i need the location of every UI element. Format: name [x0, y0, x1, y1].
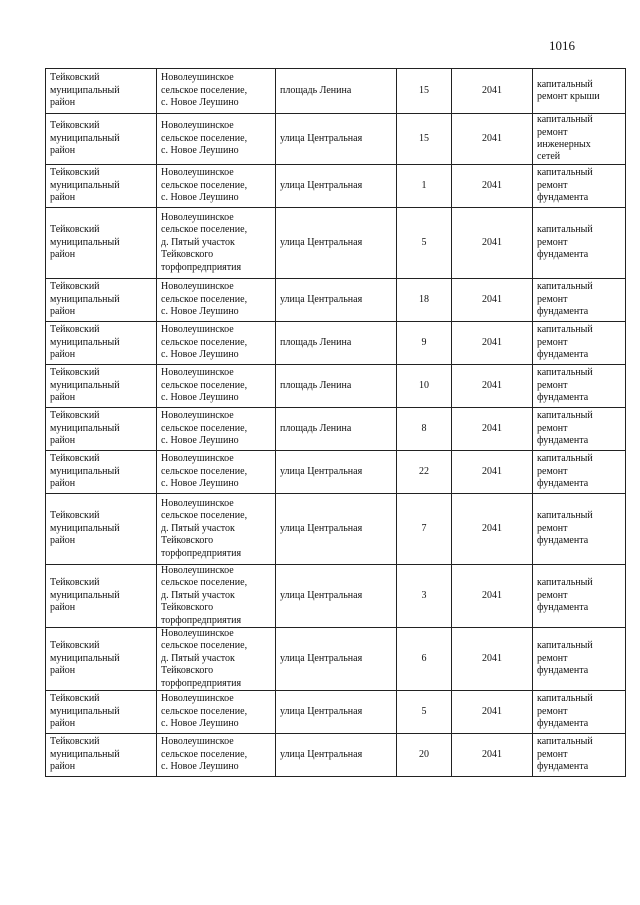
street-cell: площадь Ленина — [276, 69, 397, 114]
house-number-cell: 20 — [397, 734, 452, 777]
district-cell: Тейковский муниципальный район — [46, 494, 157, 565]
work-type-cell: капитальный ремонт фундамента — [533, 565, 626, 628]
house-number-cell: 10 — [397, 365, 452, 408]
year-cell: 2041 — [452, 165, 533, 208]
street-cell: улица Центральная — [276, 451, 397, 494]
table-row — [46, 69, 626, 114]
street-cell: улица Центральная — [276, 494, 397, 565]
table-row — [46, 494, 626, 565]
district-cell: Тейковский муниципальный район — [46, 69, 157, 114]
house-number-cell: 15 — [397, 69, 452, 114]
street-cell: улица Центральная — [276, 279, 397, 322]
table-row — [46, 451, 626, 494]
table-row — [46, 691, 626, 734]
work-type-cell: капитальный ремонт крыши — [533, 69, 626, 114]
house-number-cell: 18 — [397, 279, 452, 322]
settlement-cell: Новолеушинское сельское поселение, с. Новое Леушино — [157, 365, 276, 408]
district-cell: Тейковский муниципальный район — [46, 322, 157, 365]
work-type-cell: капитальный ремонт фундамента — [533, 365, 626, 408]
year-cell: 2041 — [452, 628, 533, 691]
work-type-cell: капитальный ремонт фундамента — [533, 208, 626, 279]
page-number: 1016 — [549, 38, 575, 53]
settlement-cell: Новолеушинское сельское поселение, с. Новое Леушино — [157, 451, 276, 494]
street-cell: улица Центральная — [276, 691, 397, 734]
year-cell: 2041 — [452, 365, 533, 408]
settlement-cell: Новолеушинское сельское поселение, с. Новое Леушино — [157, 279, 276, 322]
work-type-cell: капитальный ремонт инженерных сетей — [533, 114, 626, 165]
district-cell: Тейковский муниципальный район — [46, 279, 157, 322]
year-cell: 2041 — [452, 114, 533, 165]
house-number-cell: 7 — [397, 494, 452, 565]
work-type-cell: капитальный ремонт фундамента — [533, 628, 626, 691]
house-number-cell: 3 — [397, 565, 452, 628]
street-cell: площадь Ленина — [276, 408, 397, 451]
street-cell: площадь Ленина — [276, 322, 397, 365]
house-number-cell: 22 — [397, 451, 452, 494]
settlement-cell: Новолеушинское сельское поселение, с. Новое Леушино — [157, 408, 276, 451]
district-cell: Тейковский муниципальный район — [46, 628, 157, 691]
street-cell: площадь Ленина — [276, 365, 397, 408]
district-cell: Тейковский муниципальный район — [46, 451, 157, 494]
year-cell: 2041 — [452, 691, 533, 734]
house-number-cell: 6 — [397, 628, 452, 691]
table-row — [46, 408, 626, 451]
work-type-cell: капитальный ремонт фундамента — [533, 165, 626, 208]
work-type-cell: капитальный ремонт фундамента — [533, 279, 626, 322]
settlement-cell: Новолеушинское сельское поселение, с. Новое Леушино — [157, 734, 276, 777]
district-cell: Тейковский муниципальный район — [46, 565, 157, 628]
district-cell: Тейковский муниципальный район — [46, 408, 157, 451]
year-cell: 2041 — [452, 494, 533, 565]
district-cell: Тейковский муниципальный район — [46, 208, 157, 279]
year-cell: 2041 — [452, 734, 533, 777]
house-number-cell: 5 — [397, 208, 452, 279]
street-cell: улица Центральная — [276, 165, 397, 208]
work-type-cell: капитальный ремонт фундамента — [533, 322, 626, 365]
settlement-cell: Новолеушинское сельское поселение, с. Новое Леушино — [157, 165, 276, 208]
table-row — [46, 208, 626, 279]
work-type-cell: капитальный ремонт фундамента — [533, 494, 626, 565]
table-row — [46, 114, 626, 165]
year-cell: 2041 — [452, 208, 533, 279]
street-cell: улица Центральная — [276, 114, 397, 165]
settlement-cell: Новолеушинское сельское поселение, с. Новое Леушино — [157, 691, 276, 734]
street-cell: улица Центральная — [276, 734, 397, 777]
year-cell: 2041 — [452, 279, 533, 322]
work-type-cell: капитальный ремонт фундамента — [533, 734, 626, 777]
table-row — [46, 165, 626, 208]
house-number-cell: 9 — [397, 322, 452, 365]
table-row — [46, 279, 626, 322]
work-type-cell: капитальный ремонт фундамента — [533, 451, 626, 494]
district-cell: Тейковский муниципальный район — [46, 365, 157, 408]
street-cell: улица Центральная — [276, 208, 397, 279]
district-cell: Тейковский муниципальный район — [46, 114, 157, 165]
settlement-cell: Новолеушинское сельское поселение, с. Новое Леушино — [157, 114, 276, 165]
street-cell: улица Центральная — [276, 565, 397, 628]
house-number-cell: 8 — [397, 408, 452, 451]
street-cell: улица Центральная — [276, 628, 397, 691]
district-cell: Тейковский муниципальный район — [46, 734, 157, 777]
work-type-cell: капитальный ремонт фундамента — [533, 691, 626, 734]
year-cell: 2041 — [452, 565, 533, 628]
year-cell: 2041 — [452, 408, 533, 451]
year-cell: 2041 — [452, 451, 533, 494]
repair-schedule-table — [45, 68, 626, 777]
district-cell: Тейковский муниципальный район — [46, 691, 157, 734]
table-row — [46, 628, 626, 691]
year-cell: 2041 — [452, 322, 533, 365]
settlement-cell: Новолеушинское сельское поселение, с. Новое Леушино — [157, 322, 276, 365]
settlement-cell: Новолеушинское сельское поселение, д. Пятый участок Тейковского торфопредприятия — [157, 494, 276, 565]
table-row — [46, 565, 626, 628]
settlement-cell: Новолеушинское сельское поселение, д. Пятый участок Тейковского торфопредприятия — [157, 565, 276, 628]
work-type-cell: капитальный ремонт фундамента — [533, 408, 626, 451]
table-row — [46, 322, 626, 365]
settlement-cell: Новолеушинское сельское поселение, д. Пятый участок Тейковского торфопредприятия — [157, 628, 276, 691]
house-number-cell: 5 — [397, 691, 452, 734]
district-cell: Тейковский муниципальный район — [46, 165, 157, 208]
table-row — [46, 734, 626, 777]
settlement-cell: Новолеушинское сельское поселение, д. Пятый участок Тейковского торфопредприятия — [157, 208, 276, 279]
table-row — [46, 365, 626, 408]
house-number-cell: 15 — [397, 114, 452, 165]
year-cell: 2041 — [452, 69, 533, 114]
house-number-cell: 1 — [397, 165, 452, 208]
settlement-cell: Новолеушинское сельское поселение, с. Новое Леушино — [157, 69, 276, 114]
